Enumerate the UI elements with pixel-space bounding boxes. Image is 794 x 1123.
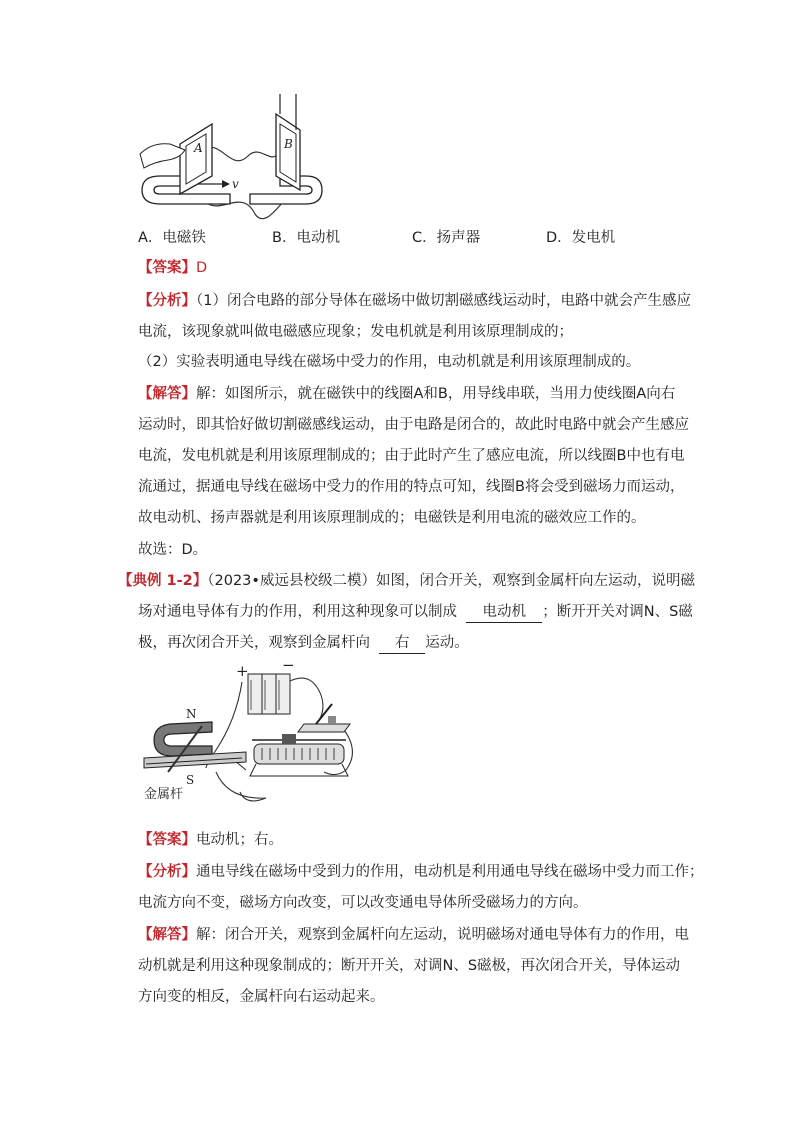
- knife-switch: [298, 704, 350, 732]
- option-a[interactable]: A．电磁铁: [138, 230, 206, 246]
- rheostat: [250, 734, 348, 776]
- q2-intro-line: 极，再次闭合开关，观察到金属杆向 右 运动。: [138, 633, 469, 654]
- wire: [288, 678, 323, 722]
- option-b[interactable]: B．电动机: [272, 230, 340, 246]
- option-d[interactable]: D．发电机: [546, 230, 616, 246]
- q1-analysis-line: （2）实验表明通电导线在磁场中受力的作用，电动机就是利用该原理制成的。: [138, 354, 641, 370]
- battery-plus-label: +: [236, 662, 249, 680]
- battery-minus-label: −: [282, 660, 295, 674]
- q1-solution-line: 电流，发电机就是利用该原理制成的；由于此时产生了感应电流，所以线圈B中也有电: [138, 448, 685, 464]
- q2-analysis-line: 【分析】通电导线在磁场中受到力的作用，电动机是利用通电导线在磁场中受力而工作；: [138, 864, 704, 880]
- q2-tag: 【典例 1-2】: [118, 573, 208, 589]
- coil-a-label: A: [194, 141, 203, 155]
- hand-icon: [140, 144, 185, 168]
- q1-answer: 【答案】D: [138, 260, 208, 276]
- magnet-s-label: S: [186, 773, 195, 787]
- figure-coils-magnets: [130, 94, 330, 224]
- battery: [248, 674, 290, 714]
- q2-solution-line: 动机就是利用这种现象制成的；断开开关，对调N、S磁极，再次闭合开关，导体运动: [138, 958, 681, 974]
- magnet-n-label: N: [186, 707, 197, 721]
- q1-final-choice: 故选：D。: [138, 542, 208, 558]
- option-c[interactable]: C．扬声器: [412, 230, 481, 246]
- metal-rod-label: 金属杆: [144, 787, 184, 802]
- q1-solution-line: 【解答】解：如图所示，就在磁铁中的线圈A和B，用导线串联，当用力使线圈A向右: [138, 386, 676, 402]
- q2-blank-1: 电动机: [466, 602, 542, 623]
- coil-b-label: B: [284, 137, 293, 151]
- q2-solution-line: 【解答】解：闭合开关，观察到金属杆向左运动，说明磁场对通电导体有力的作用，电: [138, 927, 689, 943]
- q1-solution-line: 运动时，即其恰好做切割磁感线运动，由于电路是闭合的，故此时电路中就会产生感应: [138, 417, 689, 433]
- q1-solution-line: 故电动机、扬声器就是利用该原理制成的；电磁铁是利用电流的磁效应工作的。: [138, 510, 646, 526]
- q2-intro-line: 场对通电导体有力的作用，利用这种现象可以制成 电动机 ；断开开关对调N、S磁: [138, 602, 693, 623]
- q2-answer: 【答案】电动机；右。: [138, 832, 283, 848]
- q1-analysis-line: 【分析】（1）闭合电路的部分导体在磁场中做切割磁感线运动时，电路中就会产生感应: [138, 293, 691, 309]
- q1-analysis-line: 电流，该现象就叫做电磁感应现象；发电机就是利用该原理制成的；: [138, 324, 573, 340]
- figure-motor-circuit: [136, 660, 366, 810]
- q2-analysis-line: 电流方向不变，磁场方向改变，可以改变通电导体所受磁场力的方向。: [138, 895, 588, 911]
- q2-blank-2: 右: [379, 633, 425, 654]
- q2-solution-line: 方向变的相反，金属杆向右运动起来。: [138, 989, 385, 1005]
- q1-solution-line: 流通过，据通电导线在磁场中受力的作用的特点可知，线圈B将会受到磁场力而运动，: [138, 479, 685, 495]
- q2-intro-line: 【典例 1-2】（2023•威远县校级二模）如图，闭合开关，观察到金属杆向左运动，说明磁: [118, 573, 695, 589]
- velocity-label: v: [232, 177, 239, 191]
